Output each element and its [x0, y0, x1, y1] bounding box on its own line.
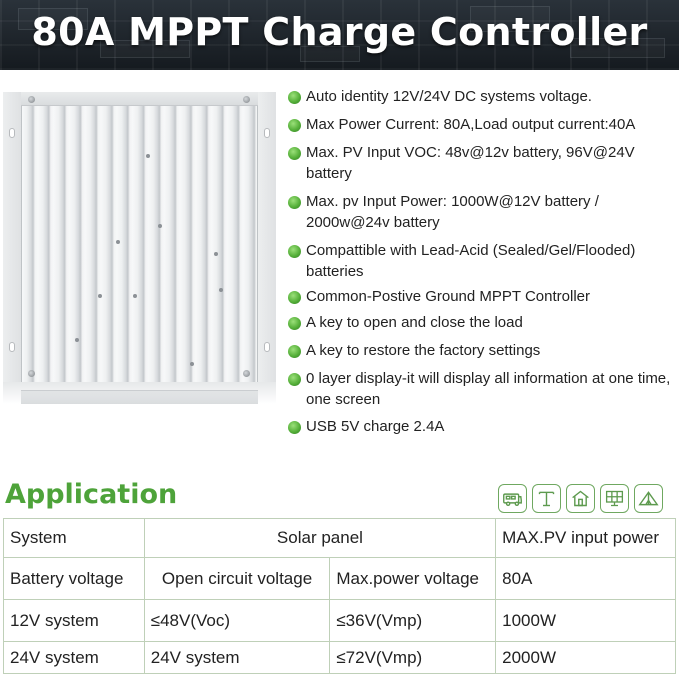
table-header-row	[4, 519, 676, 558]
bullet-icon	[288, 147, 301, 160]
table-cell: 1000W	[496, 600, 676, 642]
feature-item: Max Power Current: 80A,Load output current:40A	[288, 114, 676, 135]
bullet-icon	[288, 291, 301, 304]
screw-icon	[243, 96, 250, 103]
heatsink-fins	[21, 92, 258, 382]
bullet-icon	[288, 345, 301, 358]
bullet-icon	[288, 373, 301, 386]
table-subheader-row	[4, 558, 676, 600]
screw-icon	[28, 96, 35, 103]
feature-item: Max. PV Input VOC: 48v@12v battery, 96V@24V battery	[288, 142, 676, 184]
table-header-cell: Solar panel	[144, 519, 495, 558]
page-title: 80A MPPT Charge Controller	[31, 10, 648, 54]
tent-icon	[634, 484, 663, 513]
feature-item: A key to open and close the load	[288, 312, 676, 333]
feature-item: 0 layer display-it will display all information at one time, one screen	[288, 368, 676, 410]
table-cell: 80A	[496, 558, 676, 600]
street-light-icon	[532, 484, 561, 513]
table-cell: ≤36V(Vmp)	[330, 600, 496, 642]
house-icon	[566, 484, 595, 513]
table-cell: 24V system	[144, 642, 330, 674]
table-cell: Max.power voltage	[330, 558, 496, 600]
bullet-icon	[288, 317, 301, 330]
bullet-icon	[288, 245, 301, 258]
rv-icon	[498, 484, 527, 513]
table-header-cell: System	[4, 519, 145, 558]
table-row	[4, 600, 676, 642]
header-banner	[0, 0, 679, 70]
table-cell: Battery voltage	[4, 558, 145, 600]
bullet-icon	[288, 421, 301, 434]
product-image	[3, 92, 276, 404]
feature-item: USB 5V charge 2.4A	[288, 416, 676, 437]
feature-item: A key to restore the factory settings	[288, 340, 676, 361]
table-row	[4, 642, 676, 674]
screw-icon	[28, 370, 35, 377]
feature-item: Compattible with Lead-Acid (Sealed/Gel/Flooded) batteries	[288, 240, 676, 282]
application-icons	[498, 484, 663, 514]
table-header-cell: MAX.PV input power	[496, 519, 676, 558]
spec-table	[3, 518, 676, 674]
bullet-icon	[288, 119, 301, 132]
feature-item: Common-Postive Ground MPPT Controller	[288, 286, 676, 307]
feature-item: Max. pv Input Power: 1000W@12V battery / 2000w@24v battery	[288, 191, 676, 233]
bullet-icon	[288, 196, 301, 209]
table-cell: 24V system	[4, 642, 145, 674]
table-cell: ≤48V(Voc)	[144, 600, 330, 642]
table-cell: ≤72V(Vmp)	[330, 642, 496, 674]
solar-panel-icon	[600, 484, 629, 513]
table-cell: Open circuit voltage	[144, 558, 330, 600]
table-cell: 2000W	[496, 642, 676, 674]
screw-icon	[243, 370, 250, 377]
application-heading: Application	[5, 479, 178, 510]
feature-item: Auto identity 12V/24V DC systems voltage.	[288, 86, 676, 107]
table-cell: 12V system	[4, 600, 145, 642]
bullet-icon	[288, 91, 301, 104]
